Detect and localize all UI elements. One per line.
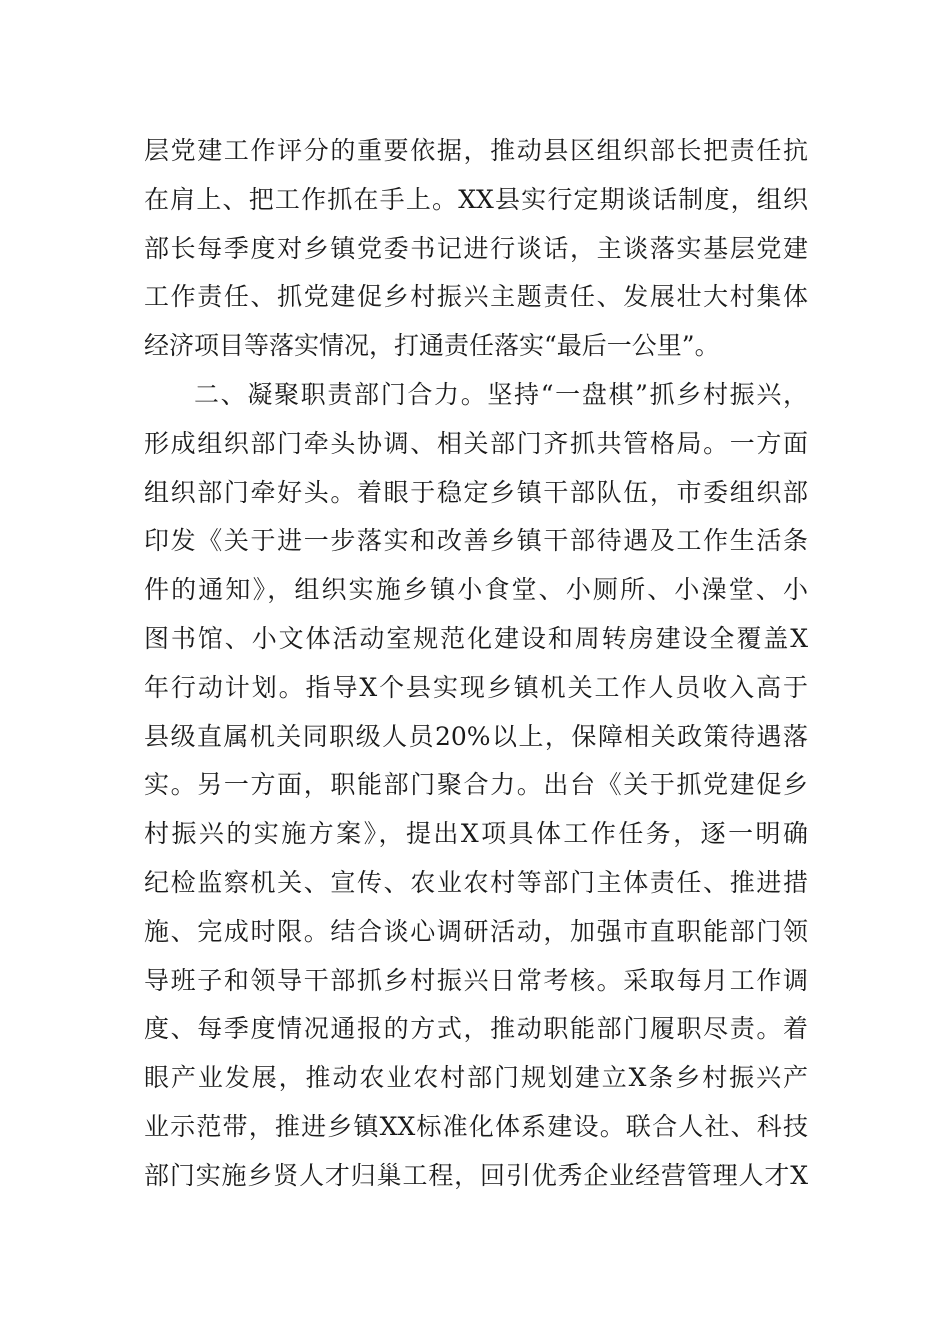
text-line: 眼产业发展，推动农业农村部门规划建立X条乡村振兴产 [144, 1063, 808, 1093]
text-line: 印发《关于进一步落实和改善乡镇干部待遇及工作生活条 [144, 526, 808, 556]
text-line: 县级直属机关同职级人员20%以上，保障相关政策待遇落 [144, 721, 808, 751]
text-line: 实。另一方面，职能部门聚合力。出台《关于抓党建促乡 [144, 770, 808, 800]
text-line: 在肩上、把工作抓在手上。XX县实行定期谈话制度，组织 [144, 184, 808, 214]
text-line: 形成组织部门牵头协调、相关部门齐抓共管格局。一方面 [144, 428, 808, 458]
text-line: 部门实施乡贤人才归巢工程，回引优秀企业经营管理人才X [144, 1160, 808, 1190]
text-line: 业示范带，推进乡镇XX标准化体系建设。联合人社、科技 [144, 1111, 808, 1141]
text-line: 工作责任、抓党建促乡村振兴主题责任、发展壮大村集体 [144, 282, 808, 312]
text-line: 层党建工作评分的重要依据，推动县区组织部长把责任抗 [144, 136, 808, 165]
text-line: 组织部门牵好头。着眼于稳定乡镇干部队伍，市委组织部 [144, 477, 808, 507]
body-text [144, 127, 808, 1201]
text-line: 年行动计划。指导X个县实现乡镇机关工作人员收入高于 [144, 672, 808, 702]
text-line: 件的通知》，组织实施乡镇小食堂、小厕所、小澡堂、小 [144, 575, 808, 605]
text-line: 部长每季度对乡镇党委书记进行谈话，主谈落实基层党建 [144, 233, 808, 263]
text-line: 度、每季度情况通报的方式，推动职能部门履职尽责。着 [144, 1014, 808, 1044]
text-line: 导班子和领导干部抓乡村振兴日常考核。采取每月工作调 [144, 965, 808, 995]
text-line: 图书馆、小文体活动室规范化建设和周转房建设全覆盖X [144, 623, 808, 653]
paragraph-end-line: 经济项目等落实情况，打通责任落实“最后一公里”。 [144, 331, 720, 361]
text-line: 施、完成时限。结合谈心调研活动，加强市直职能部门领 [144, 916, 808, 946]
section-heading-line: 二、凝聚职责部门合力。坚持“一盘棋”抓乡村振兴， [194, 379, 808, 409]
text-line: 纪检监察机关、宣传、农业农村等部门主体责任、推进措 [144, 867, 808, 897]
text-line: 村振兴的实施方案》，提出X项具体工作任务，逐一明确 [144, 819, 808, 849]
